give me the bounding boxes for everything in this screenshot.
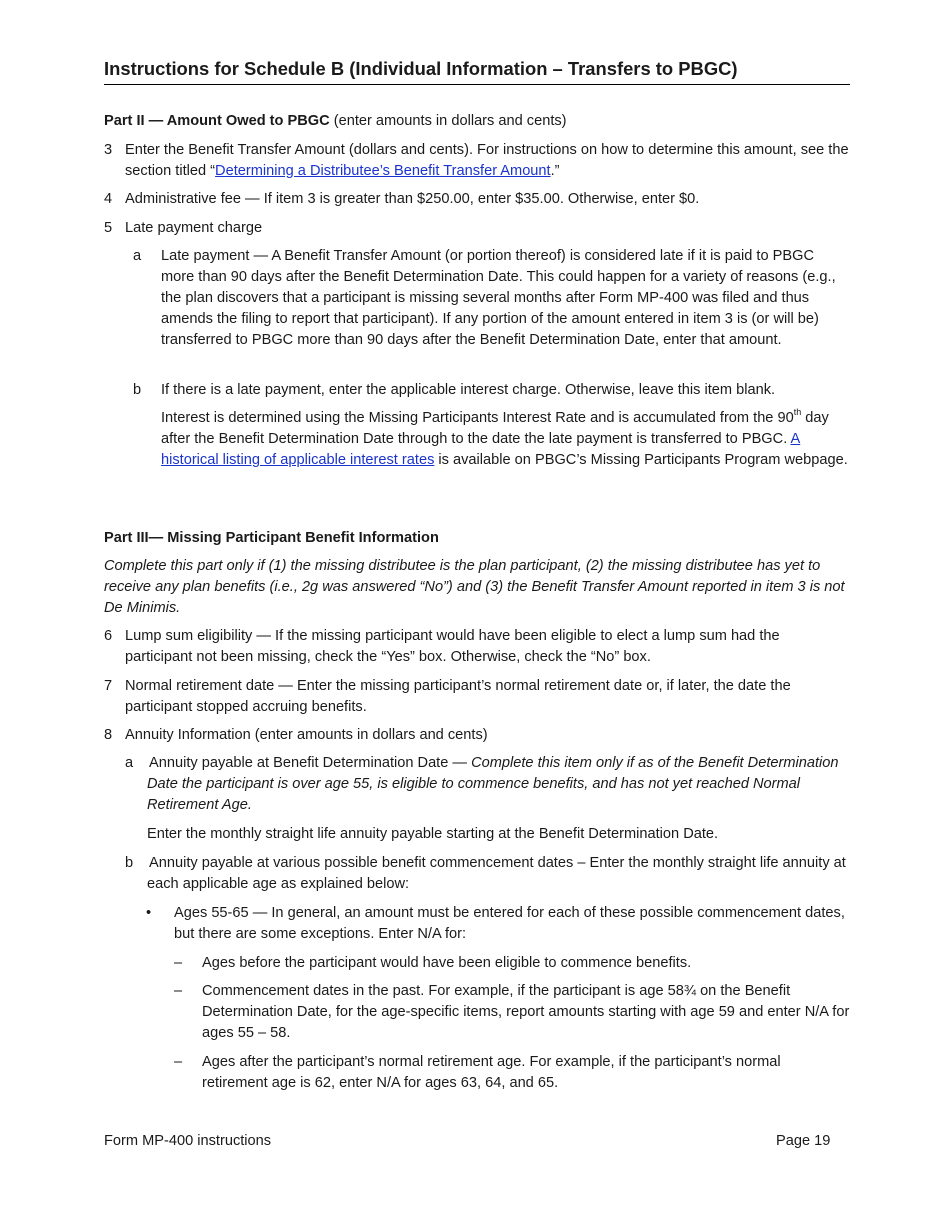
bullet-icon: • [146,905,152,921]
item-5-number: 5 [104,220,113,236]
dash-item [104,981,850,1044]
item-5a-label: a [133,248,142,264]
interest-paragraph [104,408,850,471]
ages-bullet [104,903,850,945]
ages-bullet-text: Ages 55-65 — In general, an amount must be entered for each of these possible commencement dates, but there are some exceptions. Enter N/A for: [174,905,845,942]
item-5b [104,380,850,401]
item-5b-text: If there is a late payment, enter the applicable interest charge. Otherwise, leave this item blank. [161,382,776,398]
dash-item-text: Ages before the participant would have been eligible to commence benefits. [202,955,692,971]
part2-heading-text: Part II — Amount Owed to PBGC [104,113,330,129]
footer-page-number: Page 19 [776,1133,831,1149]
item-4-number: 4 [104,191,113,207]
part3-intro: Complete this part only if (1) the missing distributee is the plan participant, (2) the missing distributee has yet to receive any plan benefits (i.e., 2g was answered “No”) and (3) the Benefit Transfer Amount reported in item 3 is not De Minimis. [104,558,845,616]
interest-text-mid: day after the Benefit Determination Date through to the date the late payment is transferred to PBGC. [161,410,829,447]
part2-heading-note: (enter amounts in dollars and cents) [329,113,567,129]
page-title: Instructions for Schedule B (Individual Information – Transfers to PBGC) [104,56,850,85]
item-3-text-before: Enter the Benefit Transfer Amount (dollars and cents). For instructions on how to determine this amount, see the section titled “ [125,142,849,179]
dash-item-text: Ages after the participant’s normal retirement age. For example, if the participant’s normal retirement age is 62, enter N/A for ages 63, 64, and 65. [202,1054,781,1091]
item-8b [104,853,850,895]
item-5b-label: b [133,382,142,398]
dash-item-text: Commencement dates in the past. For example, if the participant is age 58¾ on the Benefit Determination Date, for the age-specific items, report amounts starting with age 59 and enter N/A for ages 55 – 58. [202,983,850,1041]
item-8-number: 8 [104,727,113,743]
item-6-number: 6 [104,628,113,644]
interest-text-end: is available on PBGC’s Missing Participants Program webpage. [434,452,848,468]
item-8a-text-lead: Annuity payable at Benefit Determination Date — [149,755,472,771]
footer-form-label: Form MP-400 instructions [104,1133,272,1149]
item-8-text: Annuity Information (enter amounts in dollars and cents) [125,727,488,743]
item-6-text: Lump sum eligibility — If the missing participant would have been eligible to elect a lump sum had the participant not been missing, check the “Yes” box. Otherwise, check the “No” box. [125,628,780,665]
item-7 [104,676,850,718]
dash-item [104,1052,850,1094]
item-5a-text: Late payment — A Benefit Transfer Amount (or portion thereof) is considered late if it is paid to PBGC more than 90 days after the Benefit Determination Date. This could happen for a variety of reasons (e.g., the plan discovers that a participant is missing several months after Form MP-400 was filed and thus amends the filing to report that participant). If any portion of the amount entered in item 3 is (or will be) transferred to PBGC more than 90 days after the Benefit Determination Date, enter that amount. [161,248,836,348]
dash-icon: – [174,983,183,999]
item-5 [104,218,850,239]
dash-icon: – [174,955,183,971]
item-3-text-after: .” [550,163,560,179]
item-3-text [125,140,850,182]
item-8a-text [147,753,850,816]
part2-heading [104,111,850,132]
item-8a-paragraph-text: Enter the monthly straight life annuity payable starting at the Benefit Determination Date. [147,826,719,842]
item-5a [104,246,850,351]
item-4-text: Administrative fee — If item 3 is greater than $250.00, enter $35.00. Otherwise, enter $0. [125,191,700,207]
item-8a [104,753,850,816]
dash-item [104,953,850,974]
item-8a-paragraph [104,824,850,845]
item-8 [104,725,850,746]
item-6 [104,626,850,668]
ordinal-suffix: th [793,407,802,418]
item-8b-label: b [125,855,134,871]
dash-icon: – [174,1054,183,1070]
item-3 [104,140,850,182]
item-8a-text-italic: Complete this item only if as of the Benefit Determination Date the participant is over age 55, is eligible to commence benefits, and has not yet reached Normal Retirement Age. [147,755,839,813]
item-4 [104,189,850,210]
interest-rates-link[interactable]: A historical listing of applicable interest rates [161,431,801,468]
item-7-number: 7 [104,678,113,694]
item-5-text: Late payment charge [125,220,263,236]
interest-text-start: Interest is determined using the Missing Participants Interest Rate and is accumulated from the 90 [161,410,794,426]
interest-paragraph-text [161,408,850,471]
item-8a-label: a [125,755,134,771]
item-8b-text: Annuity payable at various possible benefit commencement dates – Enter the monthly straight life annuity at each applicable age as explained below: [147,855,846,892]
item-3-number: 3 [104,142,113,158]
item-7-text: Normal retirement date — Enter the missing participant’s normal retirement date or, if later, the date the participant stopped accruing benefits. [125,678,791,715]
part3-heading: Part III— Missing Participant Benefit Information [104,530,439,546]
benefit-transfer-amount-link[interactable]: Determining a Distributee’s Benefit Transfer Amount [215,163,551,179]
